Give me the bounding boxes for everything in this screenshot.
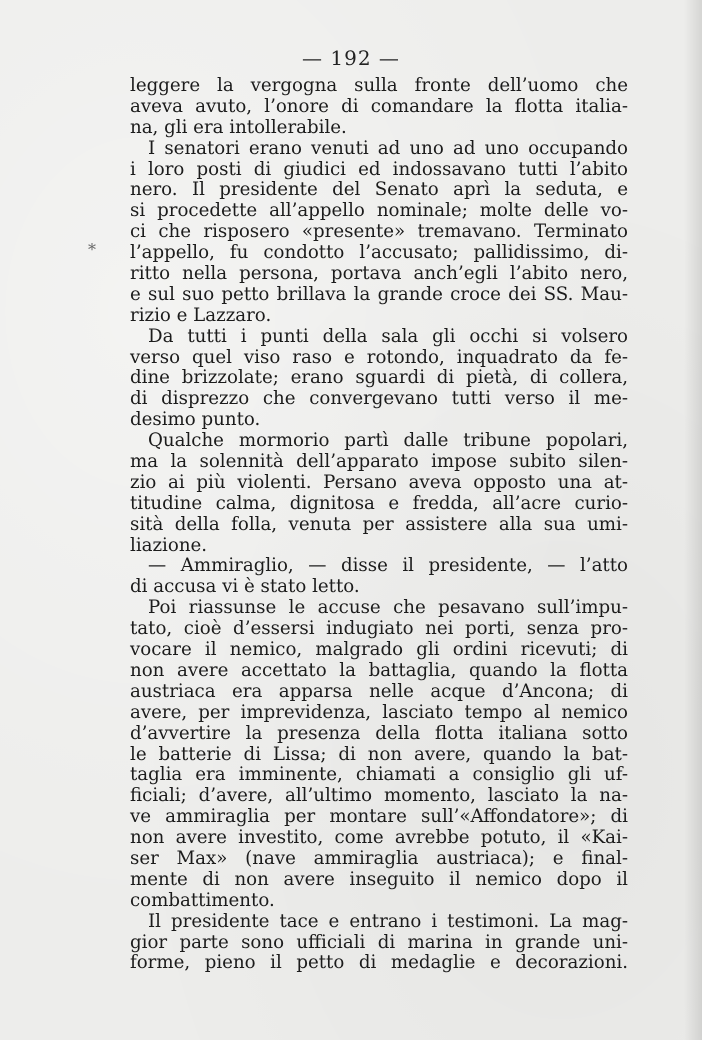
- body-text: [130, 76, 628, 974]
- text-line: ci che risposero «presente» tremavano. Terminato: [130, 221, 628, 243]
- text-line: na, gli era intollerabile.: [130, 116, 347, 138]
- text-line: leggere la vergogna sulla fronte dell’uomo che: [130, 75, 628, 96]
- text-line: di accusa vi è stato letto.: [130, 576, 360, 598]
- text-line: liazione.: [130, 534, 208, 556]
- text-line: di disprezzo che convergevano tutti verso il me-: [130, 388, 628, 410]
- text-line: d’avvertire la presenza della flotta italiana sotto: [130, 722, 628, 744]
- text-line: combattimento.: [130, 889, 275, 911]
- text-line: le batterie di Lissa; di non avere, quando la bat-: [130, 743, 628, 765]
- text-line: ma la solennità dell’apparato impose subito silen-: [130, 451, 628, 473]
- text-line: tato, cioè d’essersi indugiato nei porti, senza pro-: [130, 618, 628, 640]
- text-line: sità della folla, venuta per assistere alla sua umi-: [130, 513, 628, 535]
- text-line: e sul suo petto brillava la grande croce dei SS. Mau-: [130, 283, 628, 305]
- text-line: Qualche mormorio partì dalle tribune popolari,: [148, 430, 628, 452]
- text-line: ficiali; d’avere, all’ultimo momento, lasciato la na-: [130, 785, 628, 807]
- text-line: dine brizzolate; erano sguardi di pietà, di collera,: [130, 367, 628, 389]
- text-line: non avere accettato la battaglia, quando la flotta: [130, 659, 628, 681]
- text-line: mente di non avere inseguito il nemico dopo il: [130, 868, 628, 890]
- text-line: nero. Il presidente del Senato aprì la seduta, e: [130, 179, 628, 201]
- page-number: — 192 —: [302, 46, 400, 70]
- page-edge-shadow: [684, 0, 702, 1040]
- text-line: i loro posti di giudici ed indossavano tutti l’abito: [130, 158, 628, 180]
- text-line: verso quel viso raso e rotondo, inquadrato da fe-: [130, 346, 628, 368]
- text-line: — Ammiraglio, — disse il presidente, — l’atto: [148, 555, 628, 577]
- text-line: Poi riassunse le accuse che pesavano sull’impu-: [148, 597, 628, 619]
- text-line: zio ai più violenti. Persano aveva opposto una at-: [130, 471, 628, 493]
- text-line: taglia era imminente, chiamati a consiglio gli uf-: [130, 764, 628, 786]
- text-line: titudine calma, dignitosa e fredda, all’acre curio-: [130, 492, 628, 514]
- margin-asterisk-mark: *: [88, 240, 96, 259]
- text-line: austriaca era apparsa nelle acque d’Ancona; di: [130, 680, 628, 702]
- text-line: si procedette all’appello nominale; molte delle vo-: [130, 200, 628, 222]
- text-line: Da tutti i punti della sala gli occhi si volsero: [148, 325, 628, 347]
- text-line: non avere investito, come avrebbe potuto, il «Kai-: [130, 827, 628, 849]
- text-line: I senatori erano venuti ad uno ad uno occupando: [148, 137, 628, 159]
- text-line: ser Max» (nave ammiraglia austriaca); e final-: [130, 847, 628, 869]
- text-line: desimo punto.: [130, 409, 261, 431]
- text-line: l’appello, fu condotto l’accusato; pallidissimo, di-: [130, 242, 628, 264]
- text-line: gior parte sono ufficiali di marina in grande uni-: [130, 931, 628, 953]
- text-line: vocare il nemico, malgrado gli ordini ricevuti; di: [130, 639, 628, 661]
- text-line: aveva avuto, l’onore di comandare la flotta italia-: [130, 95, 628, 117]
- text-line: forme, pieno il petto di medaglie e decorazioni.: [130, 952, 628, 974]
- text-line: ritto nella persona, portava anch’egli l’abito nero,: [130, 263, 628, 285]
- text-line: ve ammiraglia per montare sull’«Affondatore»; di: [130, 806, 628, 828]
- text-line: Il presidente tace e entrano i testimoni. La mag-: [148, 910, 628, 932]
- text-line: avere, per imprevidenza, lasciato tempo al nemico: [130, 701, 628, 723]
- text-line: rizio e Lazzaro.: [130, 304, 272, 326]
